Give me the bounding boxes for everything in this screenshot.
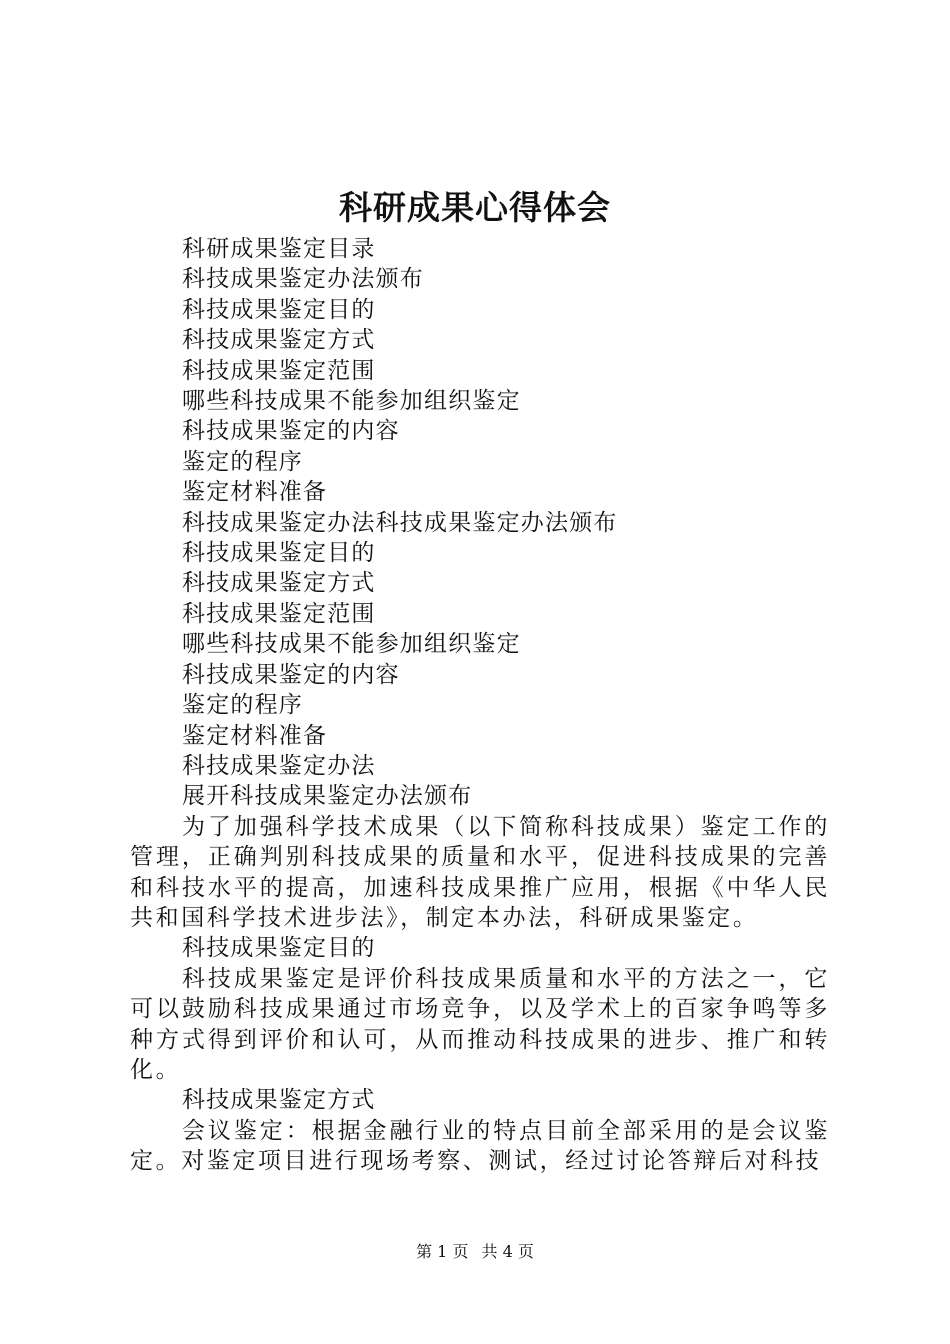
toc-line: 科技成果鉴定范围 — [182, 600, 376, 627]
toc-line: 科技成果鉴定方式 — [182, 327, 376, 354]
paragraph-purpose: 科技成果鉴定是评价科技成果质量和水平的方法之一，它可以鼓励科技成果通过市场竞争，以及学术上的百家争鸣等多种方式得到评价和认可，从而推动科技成果的进步、推广和转化。 — [130, 965, 830, 1083]
toc-line: 科技成果鉴定办法 — [182, 752, 376, 779]
toc-line: 科技成果鉴定的内容 — [182, 418, 400, 445]
toc-line: 鉴定的程序 — [182, 448, 303, 475]
toc-line: 鉴定的程序 — [182, 692, 303, 719]
toc-line: 科技成果鉴定的内容 — [182, 661, 400, 688]
section-heading-purpose: 科技成果鉴定目的 — [182, 935, 376, 962]
page-footer — [0, 1242, 950, 1262]
toc-line: 展开科技成果鉴定办法颁布 — [182, 783, 473, 810]
toc-line: 科技成果鉴定办法颁布 — [182, 266, 424, 293]
toc-line: 科技成果鉴定目的 — [182, 296, 376, 323]
toc-line: 鉴定材料准备 — [182, 479, 328, 506]
page-number: 第 1 页 — [416, 1242, 469, 1261]
toc-line: 科技成果鉴定目的 — [182, 540, 376, 567]
toc-line: 科研成果鉴定目录 — [182, 236, 376, 262]
section-heading-method: 科技成果鉴定方式 — [182, 1087, 376, 1114]
toc-line: 哪些科技成果不能参加组织鉴定 — [182, 388, 521, 415]
toc-line: 科技成果鉴定方式 — [182, 570, 376, 597]
toc-line: 鉴定材料准备 — [182, 722, 328, 749]
toc-line: 哪些科技成果不能参加组织鉴定 — [182, 631, 521, 658]
document-body — [130, 234, 830, 1177]
toc-line: 科技成果鉴定范围 — [182, 357, 376, 384]
toc-line: 科技成果鉴定办法科技成果鉴定办法颁布 — [182, 509, 618, 536]
paragraph-intro: 为了加强科学技术成果（以下简称科技成果）鉴定工作的管理，正确判别科技成果的质量和水平，促进科技成果的完善和科技水平的提高，加速科技成果推广应用，根据《中华人民共和国科学技术进步法》，制定本办法，科研成果鉴定。 — [130, 813, 830, 931]
paragraph-method: 会议鉴定：根据金融行业的特点目前全部采用的是会议鉴定。对鉴定项目进行现场考察、测试，经过讨论答辩后对科技 — [130, 1117, 830, 1175]
page-total: 共 4 页 — [481, 1242, 534, 1261]
page-title: 科研成果心得体会 — [339, 188, 611, 227]
